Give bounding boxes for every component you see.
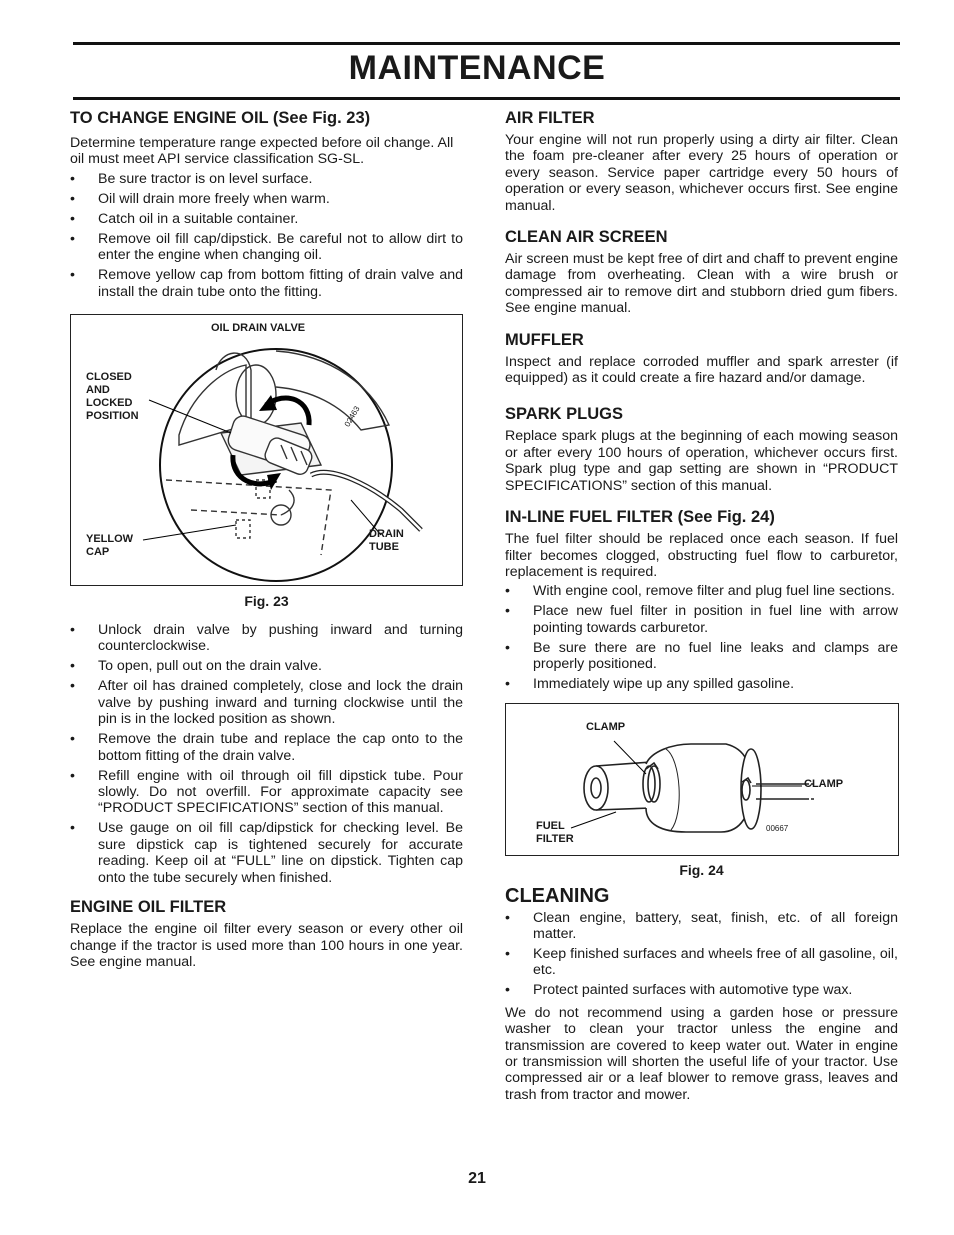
fig-23-oil-drain-valve (70, 314, 463, 586)
list-item: • Immediately wipe up any spilled gasoline. (505, 676, 795, 693)
oil-change-section (70, 108, 463, 300)
page-title: MAINTENANCE (348, 49, 606, 87)
air-filter-text: Your engine will not run properly using a dirty air filter. Clean the foam pre-cleaner after every 25 hours of operation or every season. Service paper cartridge every 50 hours of operation or every season, whichever occurs first. See engine manual. (505, 132, 898, 214)
clean-air-screen-section (505, 227, 898, 317)
right-column (505, 108, 898, 1116)
list-item: • Place new fuel filter in position in fuel line with arrow pointing towards carburetor. (505, 603, 898, 636)
engine-oil-filter-heading: ENGINE OIL FILTER (70, 898, 227, 917)
list-item: • Remove oil fill cap/dipstick. Be careful not to allow dirt to enter the engine when changing oil. (70, 230, 463, 264)
cleaning-text: We do not recommend using a garden hose or pressure washer to clean your tractor unless the engine and transmission are covered to keep water out. Water in engine or transmission will shorten the useful life of your tractor. Use compressed air or a leaf blower to remove grass, leaves and trash from tractor and mower. (505, 1004, 898, 1103)
air-filter-section (505, 108, 898, 214)
clamp-top-label: CLAMP (586, 720, 626, 733)
cleaning-bullets (505, 910, 898, 999)
fig-24-fuel-filter (505, 703, 899, 856)
list-item: • Be sure tractor is on level surface. (70, 170, 313, 187)
clamp-right-label: CLAMP (804, 777, 844, 790)
closed-locked-label: CLOSED AND LOCKED POSITION (86, 371, 139, 423)
oil-change-heading: TO CHANGE ENGINE OIL (See Fig. 23) (70, 109, 371, 127)
clean-air-screen-text: Air screen must be kept free of dirt and chaff to prevent engine damage from overheating. Clean with a wire brush or compressed air to remove dirt and stubborn dried gum fibers. See engine manual. (505, 251, 898, 317)
oil-drain-valve-label: OIL DRAIN VALVE (211, 322, 306, 335)
muffler-heading: MUFFLER (505, 330, 584, 349)
engine-oil-filter-text: Replace the engine oil filter every season or every other oil change if the tractor is used more than 100 hours in one year. See engine manual. (70, 921, 463, 970)
air-filter-heading: AIR FILTER (505, 109, 595, 127)
fig-23-part-number: 02463 (342, 404, 362, 429)
list-item: • After oil has drained completely, close and lock the drain valve by pushing inward and turning clockwise until the pin is in the locked position as shown. (70, 678, 463, 728)
cleaning-section (505, 884, 898, 1104)
list-item: • Unlock drain valve by pushing inward and turning counterclockwise. (70, 622, 463, 655)
oil-change-bullets (70, 171, 463, 300)
fuel-filter-heading: IN-LINE FUEL FILTER (See Fig. 24) (505, 508, 775, 527)
page-number: 21 (468, 1170, 486, 1187)
engine-oil-filter-section (70, 897, 463, 970)
list-item: • With engine cool, remove filter and plug fuel line sections. (505, 583, 895, 600)
spark-plugs-heading: SPARK PLUGS (505, 405, 623, 424)
spark-plugs-section (505, 404, 898, 494)
list-item: • Oil will drain more freely when warm. (70, 190, 330, 207)
list-item: • Refill engine with oil through oil fill dipstick tube. Pour slowly. Do not overfill. For approximate capacity see “PRODUCT SPECIFICATIONS” section of this manual. (70, 767, 463, 817)
fig-24-caption: Fig. 24 (679, 861, 724, 878)
oil-change-intro: Determine temperature range expected before oil change. All oil must meet API service classification SG-SL. (70, 135, 454, 168)
fuel-filter-label: FUEL FILTER (536, 819, 574, 845)
list-item: • Use gauge on oil fill cap/dipstick for checking level. Be sure dipstick cap is tightened securely for accurate reading. Keep oil at “FULL” line on dipstick. Tighten cap onto the tube securely when finished. (70, 820, 463, 886)
title-rule (73, 97, 900, 100)
list-item: • Remove yellow cap from bottom fitting of drain valve and install the drain tube onto the fitting. (70, 267, 463, 300)
oil-change-steps (70, 622, 463, 886)
muffler-text: Inspect and replace corroded muffler and spark arrester (if equipped) as it could create a fire hazard and/or damage. (505, 353, 898, 387)
list-item: • Remove the drain tube and replace the cap onto to the bottom fitting of the drain valve. (70, 731, 463, 764)
drain-tube-label: DRAIN TUBE (369, 528, 404, 554)
list-item: • Clean engine, battery, seat, finish, etc. of all foreign matter. (505, 909, 898, 942)
spark-plugs-text: Replace spark plugs at the beginning of each mowing season or after every 100 hours of operation, whichever occurs first. Spark plug type and gap setting are shown in “PRODUCT SPECIFICATIONS” section of this manual. (505, 428, 898, 494)
yellow-cap-label: YELLOW CAP (86, 533, 134, 559)
fuel-filter-section (505, 507, 898, 692)
list-item: • Catch oil in a suitable container. (70, 210, 299, 227)
fuel-filter-text: The fuel filter should be replaced once each season. If fuel filter becomes clogged, obstructing fuel flow to carburetor, replacement is required. (505, 531, 898, 580)
list-item: • Protect painted surfaces with automotive type wax. (505, 982, 853, 999)
list-item: • To open, pull out on the drain valve. (70, 658, 322, 675)
cleaning-heading: CLEANING (505, 884, 610, 907)
clean-air-screen-heading: CLEAN AIR SCREEN (505, 228, 668, 247)
left-column (70, 108, 463, 983)
list-item: • Keep finished surfaces and wheels free of all gasoline, oil, etc. (505, 945, 898, 979)
fig-23-caption: Fig. 23 (244, 593, 289, 610)
muffler-section (505, 330, 898, 387)
list-item: • Be sure there are no fuel line leaks and clamps are properly positioned. (505, 639, 898, 673)
fuel-filter-bullets (505, 583, 898, 692)
fig-24-part-number: 00667 (766, 823, 789, 833)
top-rule (73, 42, 900, 45)
